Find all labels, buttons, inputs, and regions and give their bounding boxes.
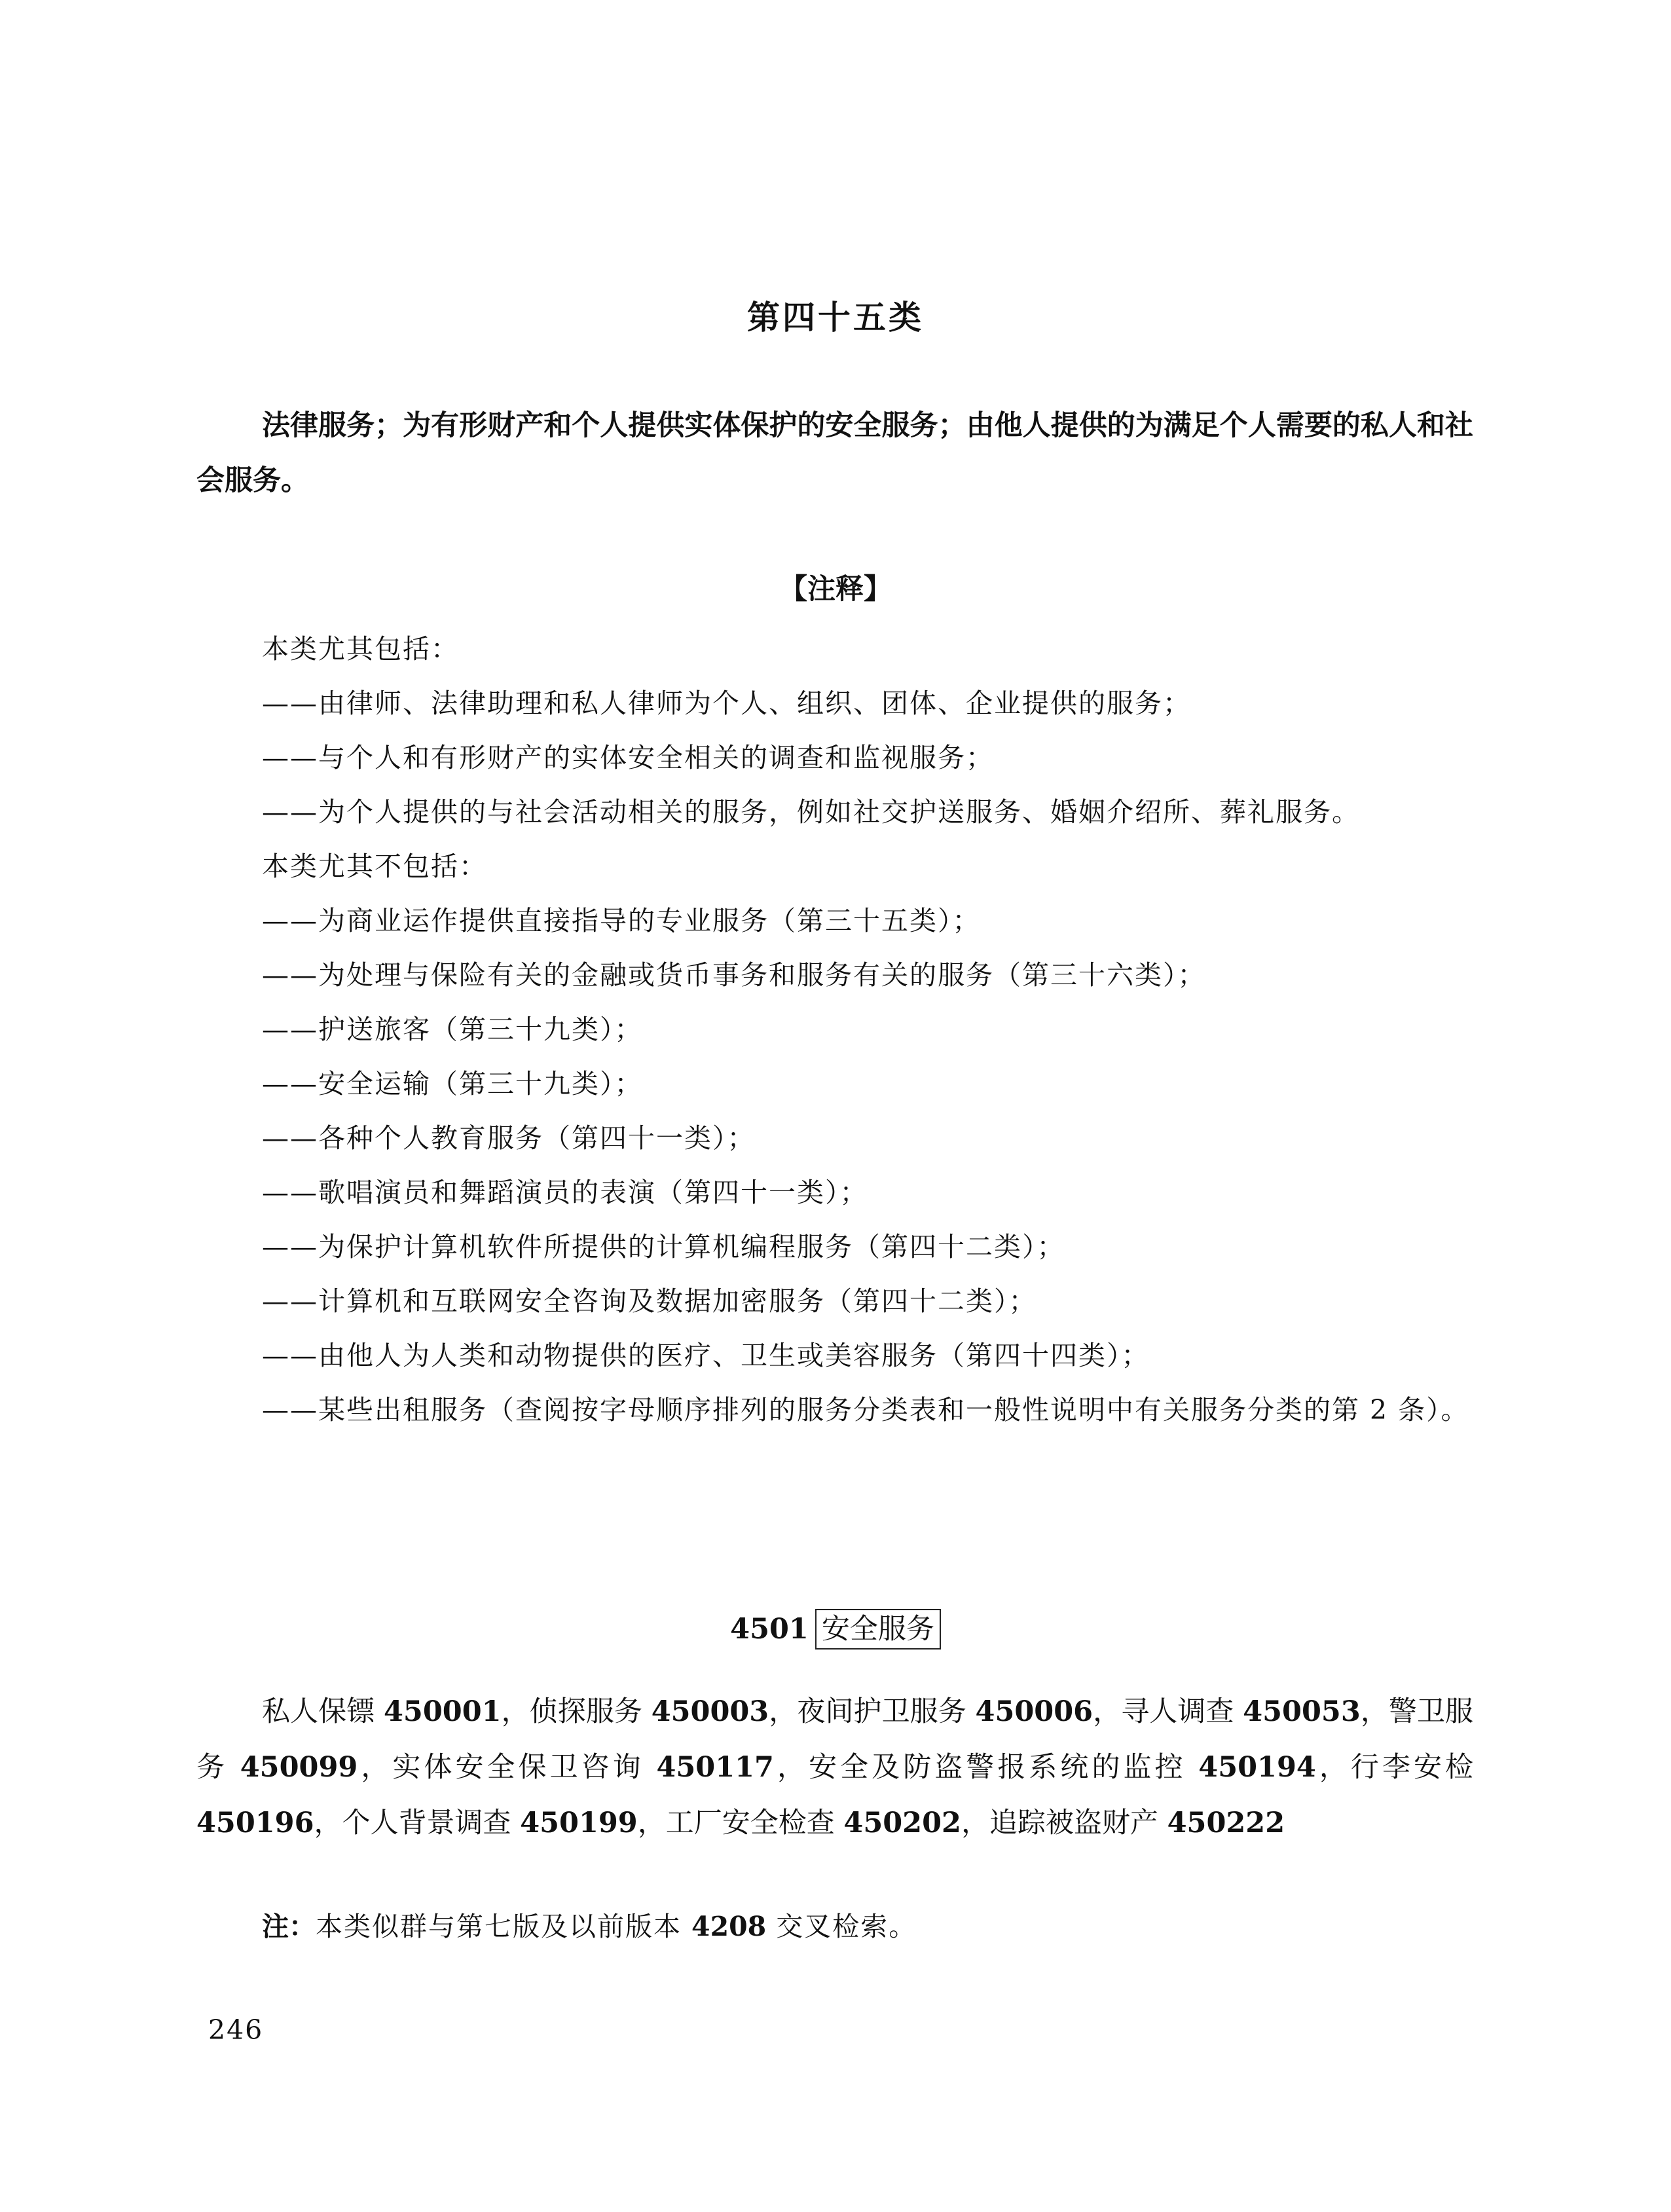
service-item-name: 个人背景调查 [342,1807,521,1839]
includes-intro: 本类尤其包括： [262,633,459,665]
service-item-name: 追踪被盗财产 [989,1807,1167,1839]
service-item-separator: ， [1360,1695,1389,1728]
notes-section [196,622,1473,1437]
excludes-item: ——为处理与保险有关的金融或货币事务和服务有关的服务（第三十六类）； [262,959,1206,991]
service-item-name: 侦探服务 [529,1695,652,1728]
service-item-code: 450202 [843,1807,961,1839]
service-item-name: 寻人调查 [1121,1695,1243,1728]
service-item-separator: ， [1315,1751,1351,1784]
footnote-label: 注： [262,1911,316,1942]
service-item-name: 警卫服务 [196,1695,1474,1784]
service-item-code: 450006 [975,1695,1093,1728]
footnote-number: 4208 [691,1911,767,1942]
service-item-separator: ， [637,1807,666,1839]
service-item-name: 夜间护卫服务 [797,1695,976,1728]
service-item-separator: ， [358,1751,393,1784]
footnote-text-after: 交叉检索。 [776,1911,917,1942]
excludes-item: ——某些出租服务（查阅按字母顺序排列的服务分类表和一般性说明中有关服务分类的第 2 条）。 [262,1394,1469,1426]
group-items-list [196,1684,1473,1851]
excludes-item: ——安全运输（第三十九类）； [262,1068,643,1099]
class-heading: 法律服务；为有形财产和个人提供实体保护的安全服务；由他人提供的为满足个人需要的私人和社会服务。 [196,409,1473,497]
service-item-name: 实体安全保卫咨询 [392,1751,657,1784]
notes-label: 【注释】 [779,573,892,606]
group-code: 4501 [730,1613,809,1646]
group-heading [0,1608,1671,1650]
service-item-name: 安全及防盗警报系统的监控 [809,1751,1199,1784]
service-item-code: 450196 [196,1807,314,1839]
service-item-code: 450117 [656,1751,774,1784]
includes-item: ——为个人提供的与社会活动相关的服务，例如社交护送服务、婚姻介绍所、葬礼服务。 [262,796,1360,828]
service-item-code: 450003 [651,1695,769,1728]
excludes-item: ——为商业运作提供直接指导的专业服务（第三十五类）； [262,905,981,936]
excludes-item: ——由他人为人类和动物提供的医疗、卫生或美容服务（第四十四类）； [262,1340,1150,1371]
service-item-name: 私人保镖 [262,1695,384,1728]
service-item-separator: ， [1093,1695,1122,1728]
service-item-separator: ， [501,1695,530,1728]
excludes-item: ——歌唱演员和舞蹈演员的表演（第四十一类）； [262,1177,868,1208]
group-name: 安全服务 [815,1609,941,1650]
excludes-item: ——各种个人教育服务（第四十一类）； [262,1122,756,1154]
service-item-separator: ， [769,1695,798,1728]
service-item-code: 450099 [240,1751,358,1784]
service-item-separator: ， [314,1807,342,1839]
excludes-item: ——护送旅客（第三十九类）； [262,1014,643,1045]
includes-item: ——由律师、法律助理和私人律师为个人、组织、团体、企业提供的服务； [262,688,1191,719]
footnote-text-before: 本类似群与第七版及以前版本 [316,1911,682,1942]
service-item-code: 450053 [1243,1695,1361,1728]
service-item-code: 450222 [1167,1807,1285,1839]
excludes-item: ——计算机和互联网安全咨询及数据加密服务（第四十二类）； [262,1285,1037,1317]
service-item-code: 450194 [1198,1751,1316,1784]
service-item-code: 450001 [384,1695,502,1728]
excludes-item: ——为保护计算机软件所提供的计算机编程服务（第四十二类）； [262,1231,1065,1263]
includes-item: ——与个人和有形财产的实体安全相关的调查和监视服务； [262,742,994,773]
excludes-intro: 本类尤其不包括： [262,851,487,882]
service-item-name: 行李安检 [1350,1751,1474,1784]
service-item-code: 450199 [520,1807,638,1839]
footnote [262,1899,1473,1954]
service-item-name: 工厂安全检查 [665,1807,844,1839]
class-title: 第四十五类 [747,299,924,337]
service-item-separator: ， [773,1751,809,1784]
service-item-separator: ， [961,1807,989,1839]
page-number: 246 [208,2014,264,2046]
